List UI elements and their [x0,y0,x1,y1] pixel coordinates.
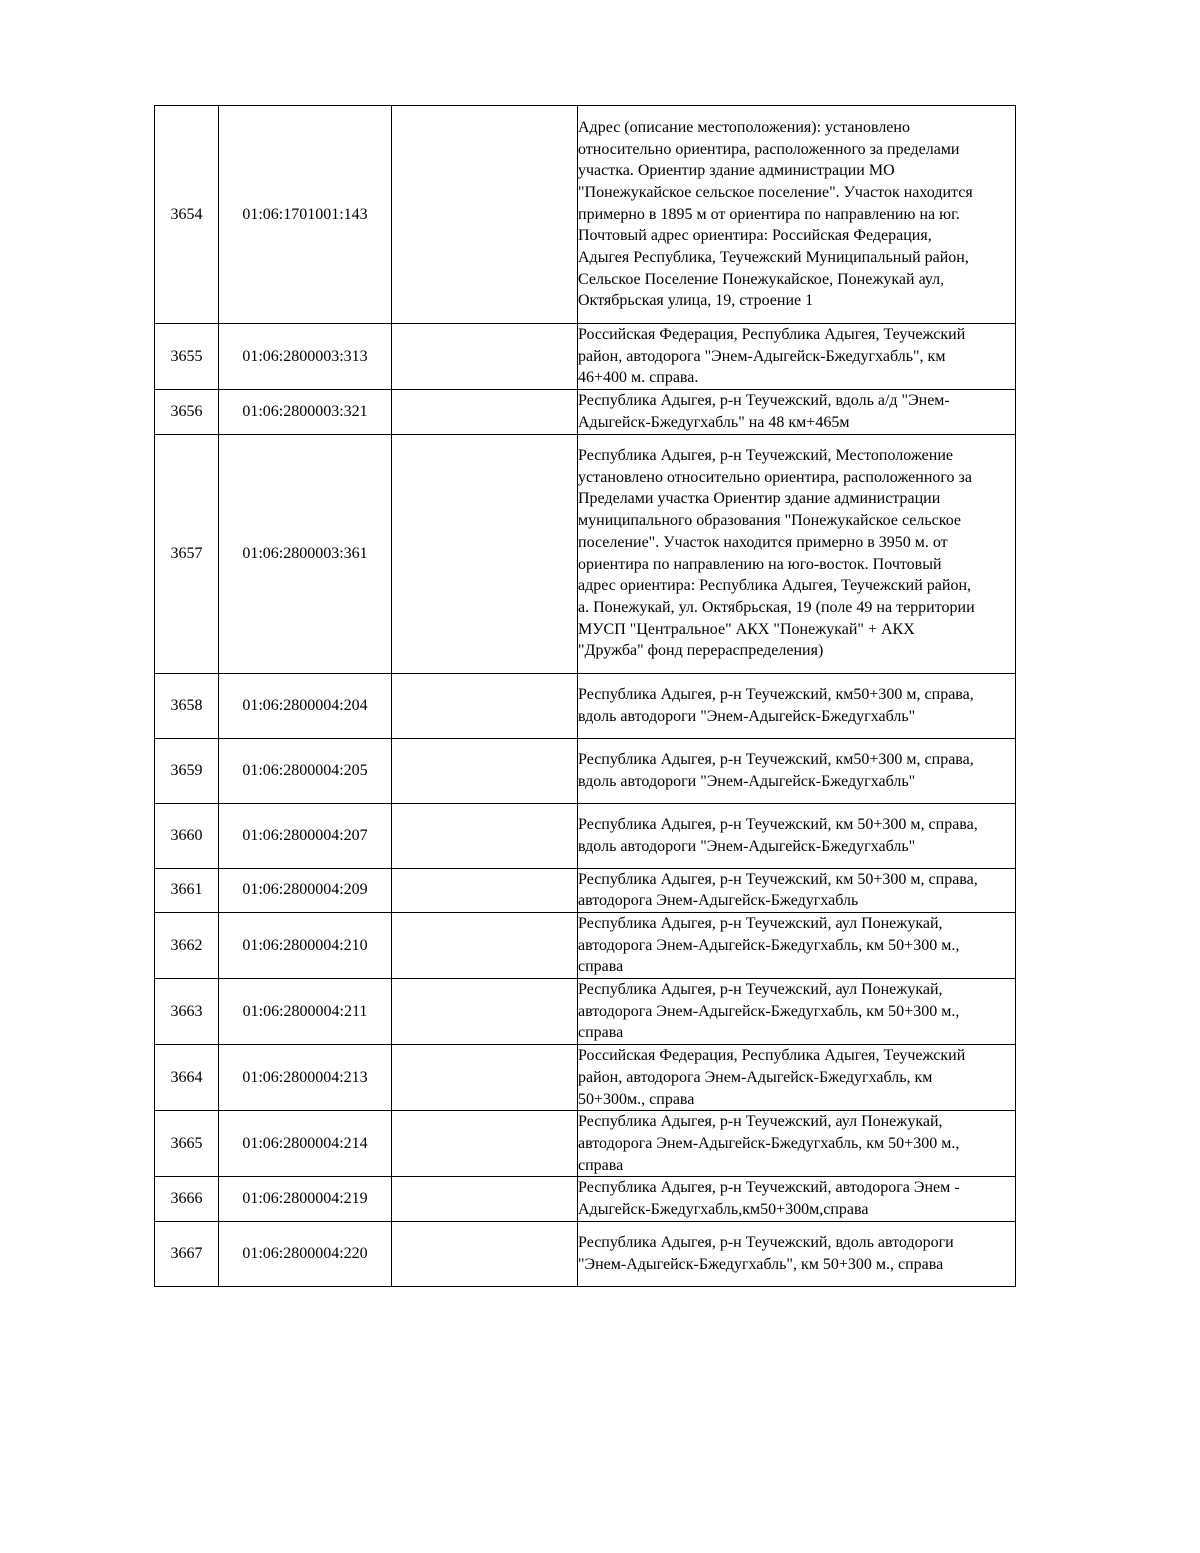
row-number: 3667 [155,1221,219,1286]
address-cell [578,106,1016,324]
address-line: Почтовый адрес ориентира: Российская Федерация, [578,227,932,245]
cadastral-number: 01:06:2800004:214 [219,1111,392,1177]
address-line: район, автодорога Энем-Адыгейск-Бжедугхабль, км [578,1068,933,1086]
address-line: установлено относительно ориентира, расположенного за [578,468,972,486]
address-line: Республика Адыгея, р-н Теучежский, аул Понежукай, [578,914,943,932]
table-row [155,673,1016,738]
address-line: "Дружба" фонд перераспределения) [578,642,824,660]
row-number: 3654 [155,106,219,324]
empty-cell [392,1177,578,1221]
cadastral-number: 01:06:2800004:213 [219,1045,392,1111]
table-row [155,1177,1016,1221]
address-line: адрес ориентира: Республика Адыгея, Теучежский район, [578,577,971,595]
address-line: Российская Федерация, Республика Адыгея, Теучежский [578,326,966,343]
empty-cell [392,912,578,978]
row-number: 3660 [155,803,219,868]
address-cell [578,1221,1016,1286]
address-line: Адыгейск-Бжедугхабль,км50+300м,справа [578,1201,869,1219]
address-cell [578,390,1016,434]
empty-cell [392,434,578,673]
address-line: Республика Адыгея, р-н Теучежский, вдоль автодороги [578,1234,954,1252]
address-cell [578,868,1016,912]
address-line: муниципального образования "Понежукайское сельское [578,512,961,530]
row-number: 3664 [155,1045,219,1111]
address-line: автодорога Энем-Адыгейск-Бжедугхабль, км 50+300 м., [578,1002,960,1020]
table-row [155,979,1016,1045]
empty-cell [392,1045,578,1111]
address-line: район, автодорога "Энем-Адыгейск-Бжедугхабль", км [578,347,946,365]
address-cell [578,1045,1016,1111]
table-row [155,868,1016,912]
address-line: 50+300м., справа [578,1090,695,1108]
cadastral-number: 01:06:2800003:321 [219,390,392,434]
empty-cell [392,868,578,912]
address-line: Адыгея Республика, Теучежский Муниципальный район, [578,249,969,267]
table-row [155,738,1016,803]
address-line: вдоль автодороги "Энем-Адыгейск-Бжедугхабль" [578,772,916,790]
table-row [155,912,1016,978]
address-cell [578,738,1016,803]
address-cell [578,1111,1016,1177]
address-line: Республика Адыгея, р-н Теучежский, аул Понежукай, [578,1113,943,1131]
row-number: 3658 [155,673,219,738]
empty-cell [392,738,578,803]
address-line: автодорога Энем-Адыгейск-Бжедугхабль, км 50+300 м., [578,1134,960,1152]
address-line: Республика Адыгея, р-н Теучежский, км50+300 м, справа, [578,750,974,768]
address-line: а. Понежукай, ул. Октябрьская, 19 (поле 49 на территории [578,598,975,616]
address-line: 46+400 м. справа. [578,369,699,387]
address-line: ориентира по направлению на юго-восток. Почтовый [578,555,942,573]
empty-cell [392,390,578,434]
address-line: "Понежукайское сельское поселение". Участок находится [578,183,973,201]
address-line: Российская Федерация, Республика Адыгея, Теучежский [578,1047,966,1065]
address-line: МУСП "Центральное" АКХ "Понежукай" + АКХ [578,620,915,638]
row-number: 3663 [155,979,219,1045]
address-line: автодорога Энем-Адыгейск-Бжедугхабль [578,892,859,910]
address-line: вдоль автодороги "Энем-Адыгейск-Бжедугхабль" [578,837,916,855]
address-line: относительно ориентира, расположенного за пределами [578,140,960,158]
empty-cell [392,803,578,868]
address-line: Октябрьская улица, 19, строение 1 [578,292,814,310]
address-cell [578,912,1016,978]
address-cell [578,434,1016,673]
table-row [155,803,1016,868]
address-cell [578,673,1016,738]
address-cell [578,979,1016,1045]
address-line: Республика Адыгея, р-н Теучежский, км50+300 м, справа, [578,685,974,703]
empty-cell [392,1111,578,1177]
parcel-table-body [155,106,1016,1287]
cadastral-number: 01:06:2800004:207 [219,803,392,868]
address-line: справа [578,1156,624,1174]
cadastral-number: 01:06:2800003:313 [219,324,392,390]
address-line: Сельское Поселение Понежукайское, Понежукай аул, [578,270,945,288]
row-number: 3656 [155,390,219,434]
row-number: 3657 [155,434,219,673]
address-cell [578,803,1016,868]
table-row [155,390,1016,434]
cadastral-number: 01:06:2800004:210 [219,912,392,978]
address-line: Республика Адыгея, р-н Теучежский, км 50+300 м, справа, [578,870,978,888]
table-row [155,324,1016,390]
address-line: Адрес (описание местоположения): установлено [578,118,910,136]
cadastral-number: 01:06:2800004:209 [219,868,392,912]
empty-cell [392,673,578,738]
table-row [155,106,1016,324]
table-row [155,1111,1016,1177]
address-line: поселение". Участок находится примерно в 3950 м. от [578,533,948,551]
table-row [155,1221,1016,1286]
address-line: Республика Адыгея, р-н Теучежский, км 50+300 м, справа, [578,815,978,833]
address-line: автодорога Энем-Адыгейск-Бжедугхабль, км 50+300 м., [578,936,960,954]
cadastral-number: 01:06:2800003:361 [219,434,392,673]
table-row [155,1045,1016,1111]
empty-cell [392,1221,578,1286]
row-number: 3655 [155,324,219,390]
cadastral-number: 01:06:2800004:220 [219,1221,392,1286]
address-line: вдоль автодороги "Энем-Адыгейск-Бжедугхабль" [578,707,916,725]
cadastral-number: 01:06:2800004:205 [219,738,392,803]
address-line: Республика Адыгея, р-н Теучежский, автодорога Энем - [578,1179,960,1197]
cadastral-number: 01:06:1701001:143 [219,106,392,324]
address-line: "Энем-Адыгейск-Бжедугхабль", км 50+300 м., справа [578,1255,944,1273]
address-line: Республика Адыгея, р-н Теучежский, Местоположение [578,447,953,464]
cadastral-number: 01:06:2800004:211 [219,979,392,1045]
address-line: Республика Адыгея, р-н Теучежский, вдоль а/д "Энем- [578,392,950,410]
address-cell [578,324,1016,390]
row-number: 3666 [155,1177,219,1221]
address-line: примерно в 1895 м от ориентира по направлению на юг. [578,205,960,223]
cadastral-number: 01:06:2800004:204 [219,673,392,738]
row-number: 3665 [155,1111,219,1177]
row-number: 3661 [155,868,219,912]
address-line: Пределами участка Ориентир здание администрации [578,490,941,508]
empty-cell [392,979,578,1045]
address-line: справа [578,958,624,976]
address-line: справа [578,1024,624,1042]
address-line: участка. Ориентир здание администрации МО [578,162,895,180]
address-line: Адыгейск-Бжедугхабль" на 48 км+465м [578,413,850,431]
cadastral-number: 01:06:2800004:219 [219,1177,392,1221]
table-row [155,434,1016,673]
row-number: 3659 [155,738,219,803]
empty-cell [392,106,578,324]
address-cell [578,1177,1016,1221]
row-number: 3662 [155,912,219,978]
parcel-table [154,105,1016,1287]
empty-cell [392,324,578,390]
address-line: Республика Адыгея, р-н Теучежский, аул Понежукай, [578,981,943,999]
